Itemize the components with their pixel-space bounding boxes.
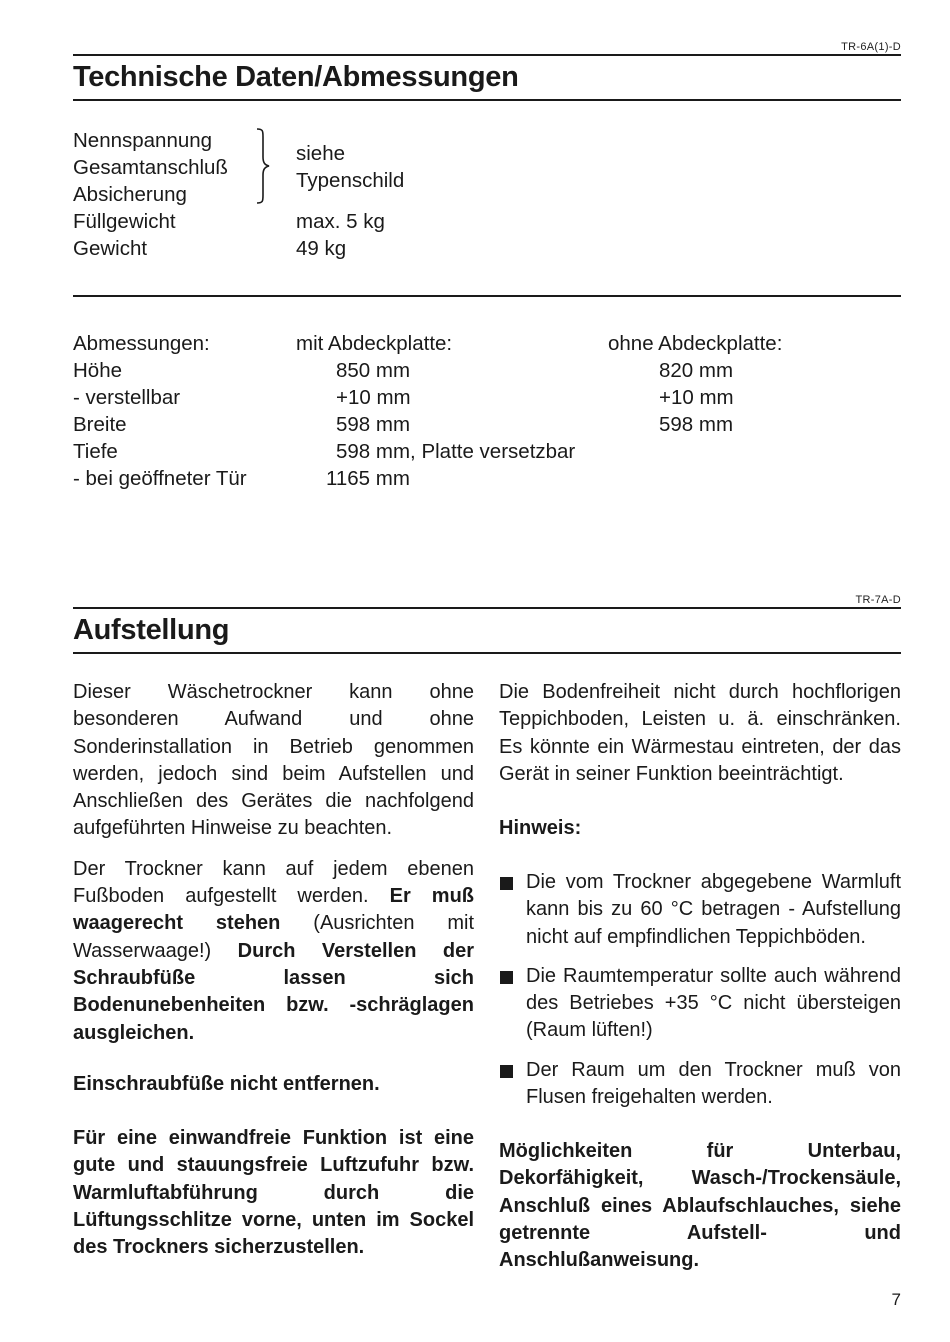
left-column bbox=[73, 679, 474, 1047]
dimension-value: 598 mm bbox=[659, 413, 734, 436]
hint-list bbox=[499, 869, 901, 1111]
fill-weight-value: max. 5 kg bbox=[296, 210, 385, 233]
with-cover-header: mit Abdeckplatte: bbox=[296, 332, 453, 355]
section-title: Aufstellung bbox=[73, 614, 230, 646]
feet-warning: Einschraubfüße nicht entfernen. bbox=[73, 1073, 380, 1095]
intro-paragraph: Dieser Wäschetrockner kann ohne besonderen Aufwand und ohne Sonderinstallation in Betrieb genommen werden, jedoch sind beim Aufstellen und Anschließen des Gerätes die nachfolgend aufgeführten Hinweise zu beachten. bbox=[73, 681, 474, 840]
brace-value-line: Typenschild bbox=[296, 169, 405, 192]
dimension-label: Tiefe bbox=[73, 440, 118, 463]
brace-value bbox=[296, 140, 404, 194]
hint-item bbox=[499, 1057, 901, 1112]
levelling-bold: Er muß waagerecht stehen bbox=[73, 885, 475, 935]
dimension-value: 598 mm bbox=[336, 413, 411, 436]
dimension-value-open-door: 1165 mm bbox=[326, 467, 410, 490]
spec-label: Gewicht bbox=[73, 237, 148, 260]
dimension-value: +10 mm bbox=[336, 386, 411, 409]
installation-reference-paragraph: Möglichkeiten für Unterbau, Dekorfähigkeit, Wasch-/Trockensäule, Anschluß eines Ablaufschlauches, siehe getrennte Aufstell- und Anschlußanweisung. bbox=[499, 1140, 901, 1272]
levelling-note: (Ausrichten mit Wasserwaage!) bbox=[73, 912, 474, 962]
levelling-text: Der Trockner kann auf jedem ebenen Fußboden aufgestellt werden. bbox=[73, 857, 474, 908]
brace-value-line: siehe bbox=[296, 142, 346, 165]
spec-label: Gesamtanschluß bbox=[73, 156, 228, 179]
section-title-rule bbox=[73, 652, 901, 654]
dimension-value: 598 mm, Platte versetzbar bbox=[336, 440, 576, 463]
spec-label: Absicherung bbox=[73, 183, 187, 206]
document-code-top: TR-6A(1)-D bbox=[841, 41, 901, 53]
dimension-value: 850 mm bbox=[336, 359, 411, 382]
without-cover-header: ohne Abdeckplatte: bbox=[608, 332, 783, 355]
with-cover-values bbox=[336, 357, 575, 465]
page-number: 7 bbox=[891, 1290, 901, 1309]
document-code-section: TR-7A-D bbox=[855, 594, 901, 606]
levelling-paragraph bbox=[73, 856, 474, 1047]
hint-item bbox=[499, 963, 901, 1045]
hint-item-text: Die Raumtemperatur sollte auch während des Betriebes +35 °C nicht übersteigen (Raum lüften!) bbox=[526, 964, 901, 1042]
bullet-square-icon bbox=[500, 971, 513, 984]
dimension-label: - verstellbar bbox=[73, 386, 181, 409]
top-rule bbox=[73, 54, 901, 56]
right-column bbox=[499, 679, 901, 788]
dimension-value: 820 mm bbox=[659, 359, 734, 382]
floor-clearance-paragraph: Die Bodenfreiheit nicht durch hochflorigen Teppichboden, Leisten u. ä. einschränken. Es könnte ein Wärmestau eintreten, der das Gerät in seiner Funktion beeinträchtigt. bbox=[499, 681, 901, 785]
spec-label: Nennspannung bbox=[73, 129, 213, 152]
dimension-labels bbox=[73, 330, 247, 492]
title-rule bbox=[73, 99, 901, 101]
dimension-label: Abmessungen: bbox=[73, 332, 210, 355]
hint-item-text: Der Raum um den Trockner muß von Flusen freigehalten werden. bbox=[526, 1058, 901, 1109]
hint-title: Hinweis: bbox=[499, 817, 582, 839]
ventilation-paragraph: Für eine einwandfreie Funktion ist eine gute und stauungsfreie Luftzufuhr bzw. Warmluftabführung durch die Lüftungsschlitze vorne, unten im Sockel des Trockners sicherzustellen. bbox=[73, 1127, 474, 1259]
spec-label: Füllgewicht bbox=[73, 210, 176, 233]
hint-item bbox=[499, 869, 901, 951]
section-top-rule bbox=[73, 607, 901, 609]
levelling-instruction: Durch Verstellen der Schraubfüße lassen sich Bodenunebenheiten bzw. -schräglagen ausgleichen. bbox=[73, 939, 474, 1044]
curly-brace bbox=[253, 127, 273, 205]
without-cover-values bbox=[659, 357, 734, 438]
dimension-label: Höhe bbox=[73, 359, 123, 382]
page-title: Technische Daten/Abmessungen bbox=[73, 61, 519, 93]
bullet-square-icon bbox=[500, 877, 513, 890]
bullet-square-icon bbox=[500, 1065, 513, 1078]
dimension-label: Breite bbox=[73, 413, 127, 436]
dimension-label: - bei geöffneter Tür bbox=[73, 467, 247, 490]
specs-rule bbox=[73, 295, 901, 297]
spec-labels bbox=[73, 127, 228, 262]
hint-item-text: Die vom Trockner abgegebene Warmluft kann bis zu 60 °C betragen - Aufstellung nicht auf empfindlichen Teppichböden. bbox=[526, 871, 901, 948]
dimension-value: +10 mm bbox=[659, 386, 734, 409]
weight-value: 49 kg bbox=[296, 237, 347, 260]
